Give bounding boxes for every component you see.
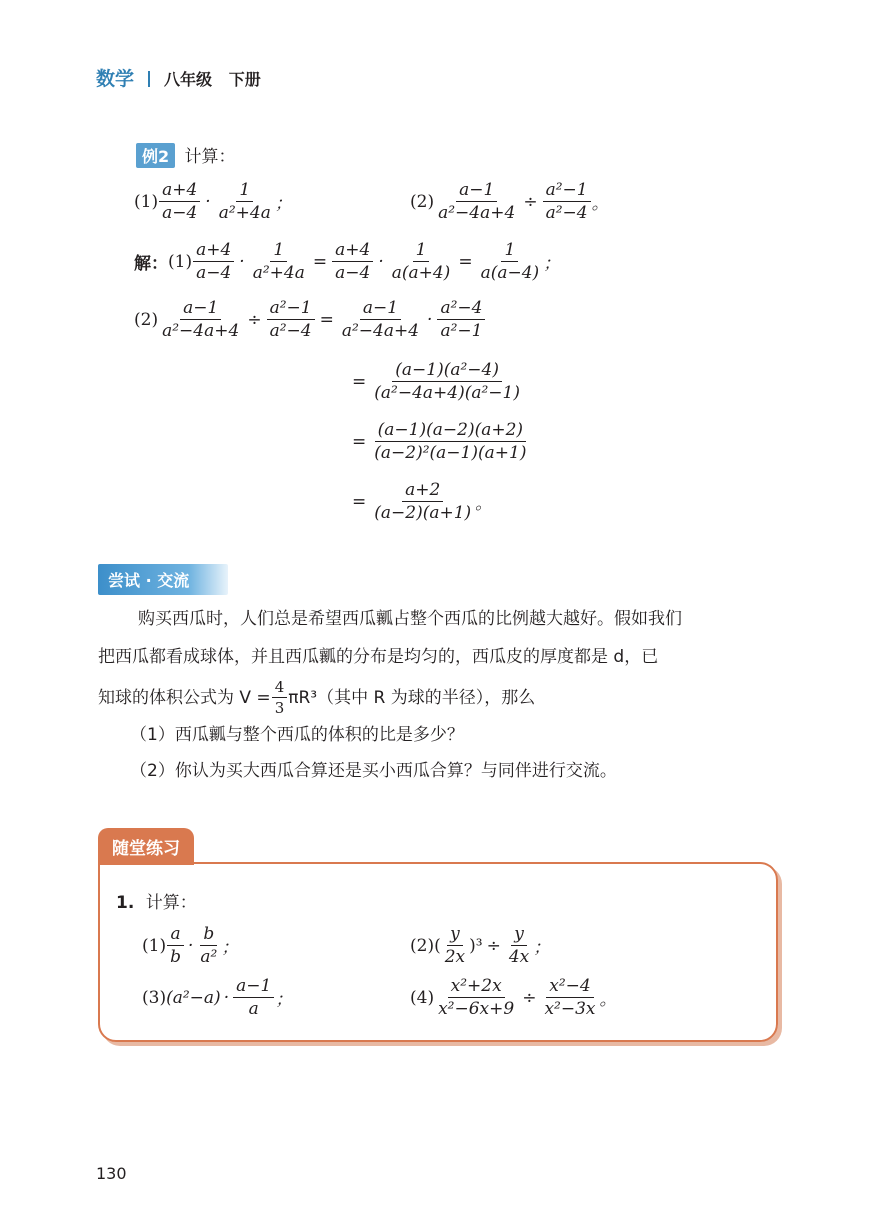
page-header [96,64,261,91]
fraction: $\frac{(a-1)(a-2)(a+2)}{\text{(a−2)²(a−1)(a+1)}}$ [374,420,527,464]
fraction: $\frac{a+2}{(a-2)(a+1)}$ [374,480,472,524]
header-grade: 八年级 下册 [164,70,261,89]
fraction: $\frac{4}{3}$ [272,678,288,717]
header-subject: 数学 [96,68,135,90]
solution-label: 解： [134,254,168,275]
fraction: $\frac{a-1}{a}$ [233,976,274,1020]
example-heading [136,142,236,168]
question-label: (1) [134,191,159,212]
fraction: $\frac{1}{\text{a²+4a}}$ [218,180,271,224]
practice-item-1: 1. 计算： [116,893,197,913]
practice-problem-4: (4) $\frac{\text{x²+2x}}{\text{x²−6x+9}}$ ÷ $\frac{\text{x²−4}}{\text{x²−3x}}$ 。 [410,976,617,1020]
fraction: $\frac{\text{a²−4}}{\text{a²−1}}$ [437,298,485,342]
solution-part-2-line-2: = $\frac{\text{(a−1)(a²−4)}}{\text{(a²−4a+4)(a²−1)}}$ [352,360,524,404]
practice-tab: 随堂练习 [98,828,194,865]
practice-problem-3: (3) (a²−a) · $\frac{a-1}{a}$ ； [142,976,293,1020]
fraction: $\frac{a}{b}$ [167,924,184,968]
fraction: $\frac{1}{\text{a²+4a}}$ [252,240,305,284]
fraction: $\frac{\text{x²−4}}{\text{x²−3x}}$ [544,976,596,1020]
fraction: $\frac{1}{a(a+4)}$ [391,240,451,284]
fraction: $\frac{a+4}{a-4}$ [332,240,373,284]
solution-part-1: 解： (1) $\frac{a+4}{a-4}$ · $\frac{1}{\text{a²+4a}}$ = $\frac{a+4}{a-4}$ · $\frac{1}{a(a+4)}$ = $\frac{1}{a(a-4)}$ ； [134,240,561,284]
try-question-1: （1）西瓜瓤与整个西瓜的体积的比是多少？ [130,725,464,745]
example-question-1: (1) $\frac{a+4}{a-4}$ · $\frac{1}{\text{a²+4a}}$ ； [134,180,292,224]
fraction: $\frac{\text{a²−1}}{\text{a²−4}}$ [267,298,315,342]
header-divider [148,71,150,87]
fraction: $\frac{a-1}{\text{a²−4a+4}}$ [162,298,240,342]
try-question-2: （2）你认为买大西瓜合算还是买小西瓜合算？与同伴进行交流。 [130,761,617,781]
fraction: $\frac{b}{\text{a²}}$ [200,924,218,968]
example-badge: 例2 [136,143,175,168]
solution-part-2-line-1: (2) $\frac{a-1}{\text{a²−4a+4}}$ ÷ $\frac{\text{a²−1}}{\text{a²−4}}$ = $\frac{a-1}{\text{a²−4a+4}}$ · $\frac{\text{a²−4}}{\text{a²−1}}$ [134,298,486,342]
practice-problem-2: (2) ( $\frac{y}{2x}$ )³ ÷ $\frac{y}{4x}$ ； [410,924,551,968]
fraction: $\frac{y}{2x}$ [444,924,466,968]
try-paragraph-line-1: 购买西瓜时，人们总是希望西瓜瓤占整个西瓜的比例越大越好。假如我们 [138,609,682,629]
fraction: $\frac{\text{x²+2x}}{\text{x²−6x+9}}$ [438,976,515,1020]
try-paragraph-line-3: 知球的体积公式为 V = $\frac{4}{3}$ πR³（其中 R 为球的半径），那么 [98,678,536,717]
example-question-2: (2) $\frac{a-1}{\text{a²−4a+4}}$ ÷ $\frac{\text{a²−1}}{\text{a²−4}}$ 。 [410,180,609,224]
solution-part-2-line-3: = $\frac{(a-1)(a-2)(a+2)}{\text{(a−2)²(a−1)(a+1)}}$ [352,420,530,464]
question-label: (2) [410,191,435,212]
fraction: $\frac{a-1}{\text{a²−4a+4}}$ [438,180,516,224]
page-number: 130 [96,1164,127,1183]
fraction: $\frac{1}{a(a-4)}$ [480,240,540,284]
fraction: $\frac{a-1}{\text{a²−4a+4}}$ [341,298,420,342]
fraction: $\frac{a+4}{a-4}$ [193,240,234,284]
example-title: 计算： [184,147,236,167]
practice-problem-1: (1) $\frac{a}{b}$ · $\frac{b}{\text{a²}}$ ； [142,924,239,968]
try-paragraph-line-2: 把西瓜都看成球体，并且西瓜瓤的分布是均匀的，西瓜皮的厚度都是 d，已 [98,647,659,667]
fraction: $\frac{\text{a²−1}}{\text{a²−4}}$ [543,180,591,224]
fraction: $\frac{a+4}{a-4}$ [159,180,200,224]
try-section-tab: 尝试 · 交流 [98,564,228,595]
solution-part-2-line-4: = $\frac{a+2}{(a-2)(a+1)}$ 。 [352,480,493,524]
fraction: $\frac{\text{(a−1)(a²−4)}}{\text{(a²−4a+4)(a²−1)}}$ [374,360,520,404]
fraction: $\frac{y}{4x}$ [508,924,530,968]
